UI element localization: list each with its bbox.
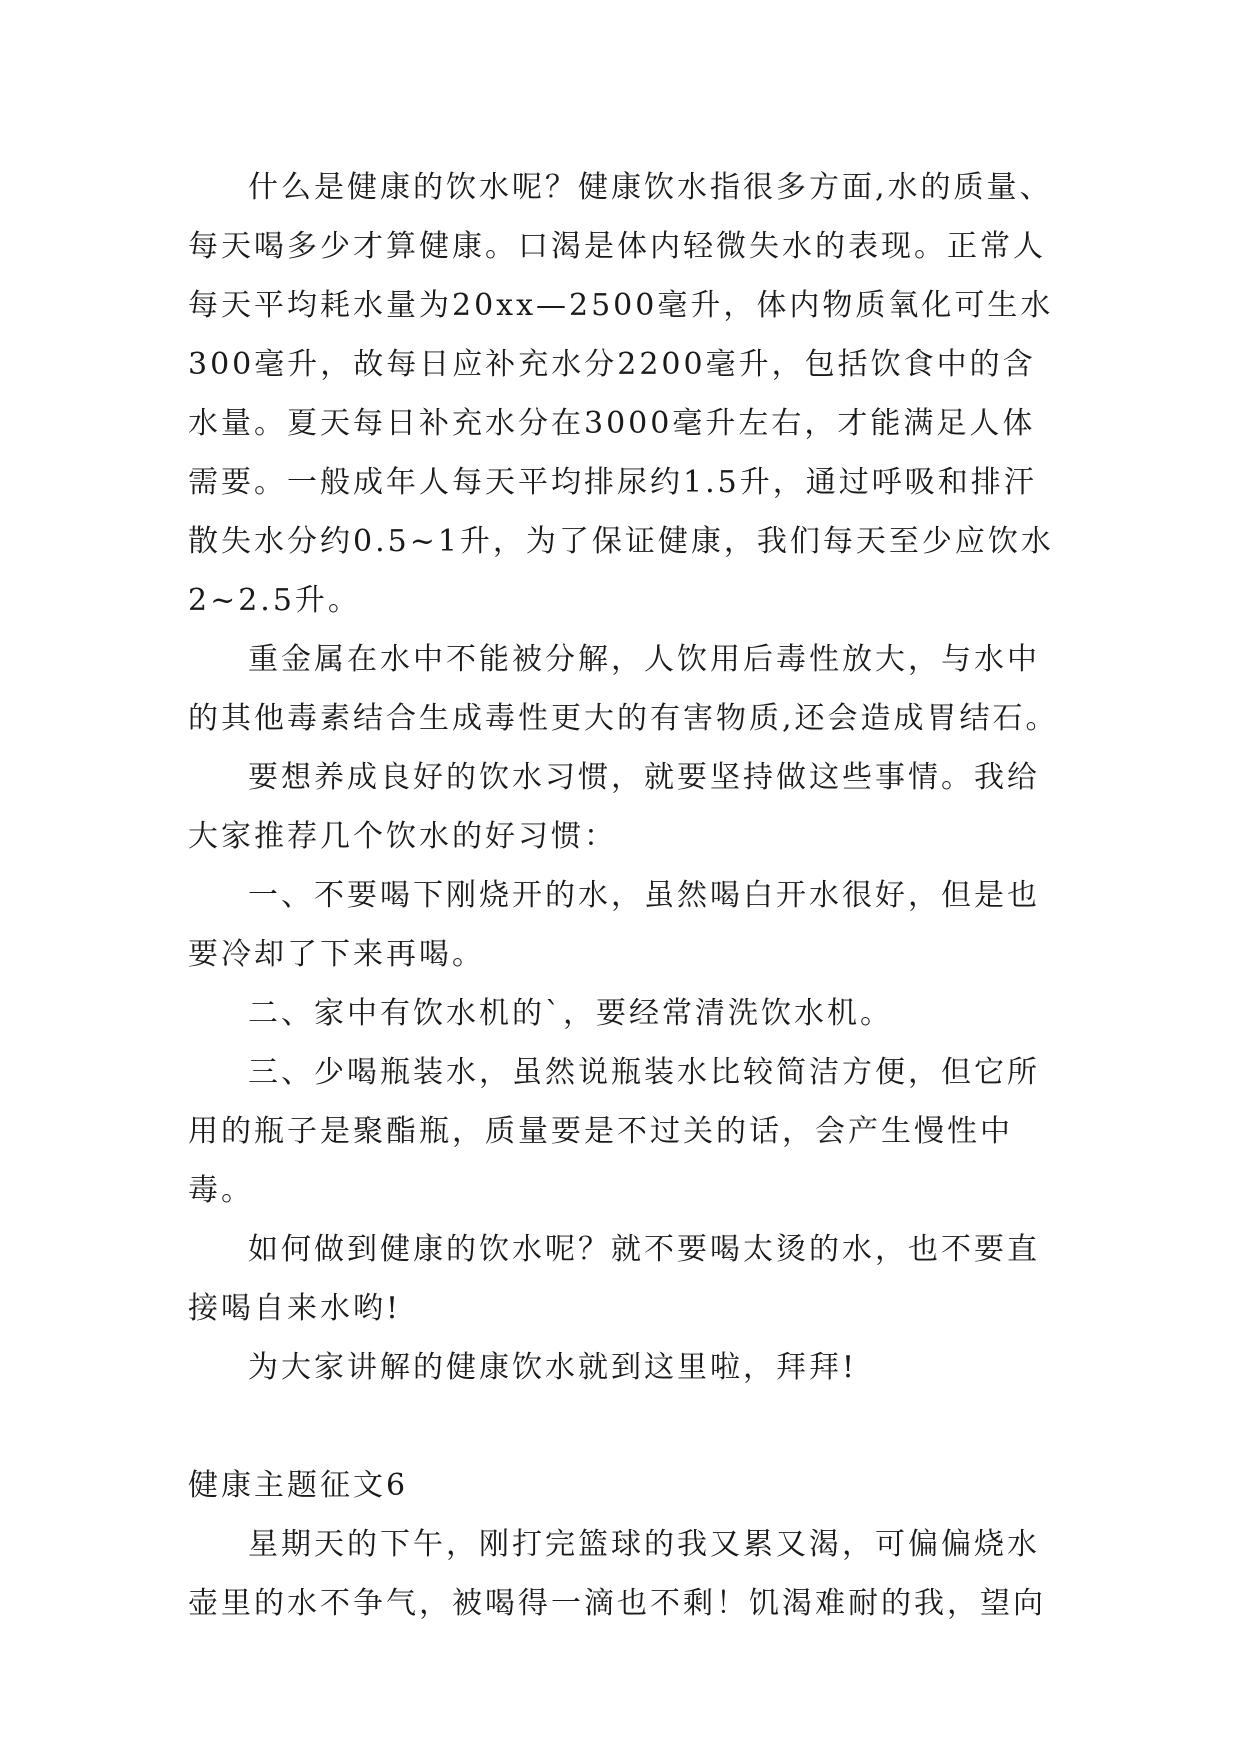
- section-heading: 健康主题征文6: [188, 1468, 409, 1503]
- paragraph: 一、不要喝下刚烧开的水，虽然喝白开水很好，但是也要冷却了下来再喝。: [188, 878, 1040, 972]
- paragraph: 要想养成良好的饮水习惯，就要坚持做这些事情。我给大家推荐几个饮水的好习惯：: [188, 760, 1040, 854]
- paragraph: 重金属在水中不能被分解，人饮用后毒性放大，与水中的其他毒素结合生成毒性更大的有害物质,还会造成胃结石。: [188, 642, 1059, 736]
- paragraph: 二、家中有饮水机的`，要经常清洗饮水机。: [248, 996, 893, 1031]
- paragraph: 什么是健康的饮水呢？健康饮水指很多方面,水的质量、每天喝多少才算健康。口渴是体内轻微失水的表现。正常人每天平均耗水量为20xx—2500毫升，体内物质氧化可生水300毫升，故每日应补充水分2200毫升，包括饮食中的含水量。夏天每日补充水分在3000毫升左右，才能满足人体需要。一般成年人每天平均排尿约1.5升，通过呼吸和排汗散失水分约0.5~1升，为了保证健康，我们每天至少应饮水2~2.5升。: [188, 170, 1054, 618]
- paragraph: 为大家讲解的健康饮水就到这里啦，拜拜!: [248, 1350, 858, 1385]
- document-body: [188, 158, 1068, 1633]
- paragraph: 三、少喝瓶装水，虽然说瓶装水比较简洁方便，但它所用的瓶子是聚酯瓶，质量要是不过关的话，会产生慢性中毒。: [188, 1055, 1040, 1208]
- paragraph: 如何做到健康的饮水呢？就不要喝太烫的水，也不要直接喝自来水哟!: [188, 1232, 1040, 1326]
- paragraph: 星期天的下午，刚打完篮球的我又累又渴，可偏偏烧水壶里的水不争气，被喝得一滴也不剩！饥渴难耐的我，望向: [188, 1527, 1046, 1621]
